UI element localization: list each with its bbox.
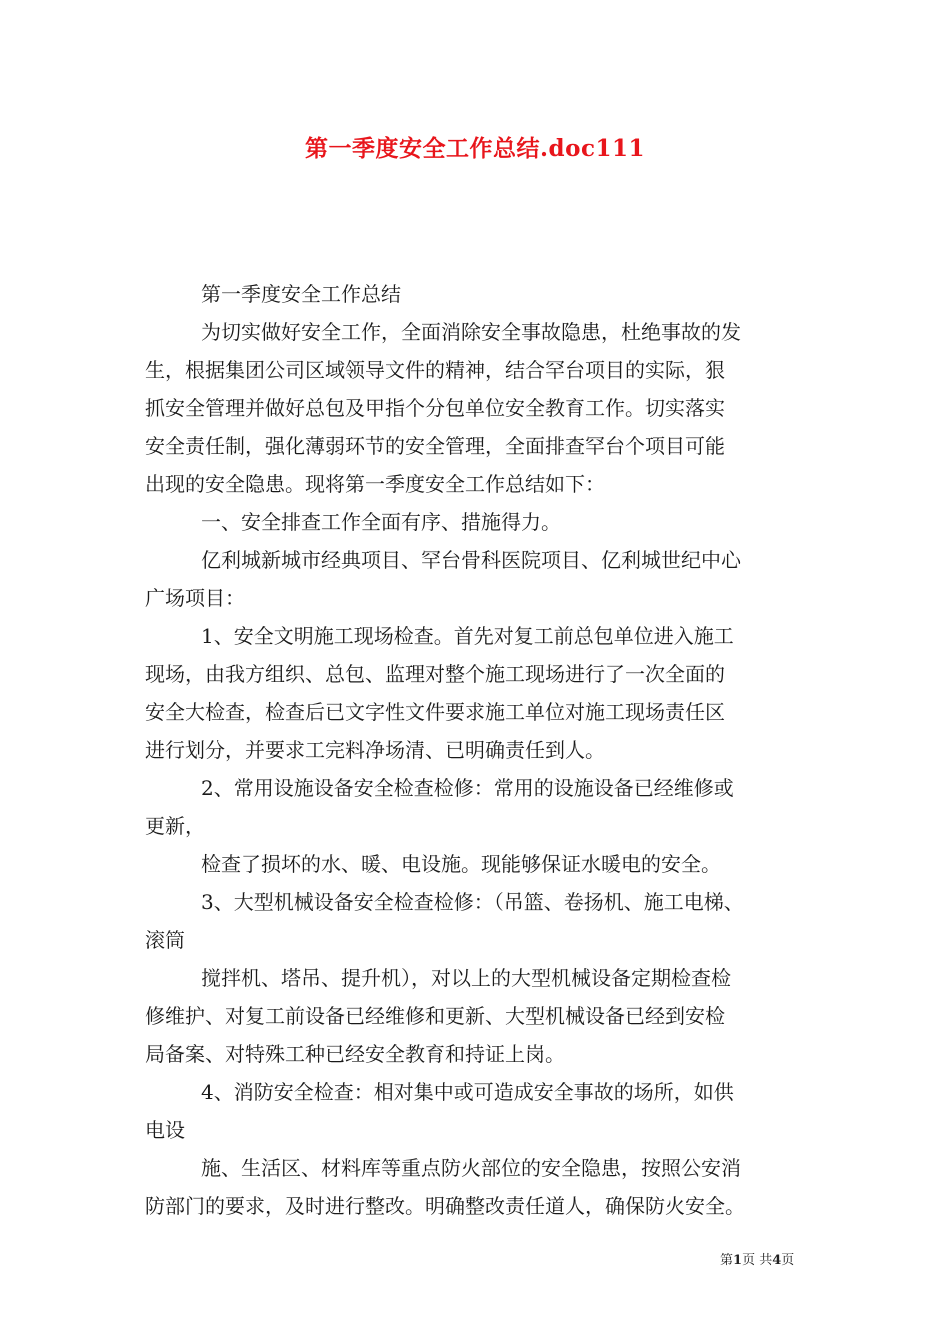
body-text-line: 为切实做好安全工作，全面消除安全事故隐患，杜绝事故的发 (201, 320, 741, 344)
body-text-line: 进行划分，并要求工完料净场清、已明确责任到人。 (145, 738, 605, 762)
body-text-line: 更新， (145, 814, 205, 838)
footer-suffix: 页 (781, 1253, 795, 1268)
body-text-line: 现场，由我方组织、总包、监理对整个施工现场进行了一次全面的 (145, 662, 725, 686)
body-text-line: 滚筒 (145, 928, 185, 952)
body-text-line: 局备案、对特殊工种已经安全教育和持证上岗。 (145, 1042, 565, 1066)
body-text-line: 施、生活区、材料库等重点防火部位的安全隐患，按照公安消 (201, 1156, 741, 1180)
total-page-count: 4 (772, 1253, 782, 1268)
body-text-line: 电设 (145, 1118, 185, 1142)
page-footer (720, 1249, 794, 1268)
document-body (145, 275, 815, 1225)
body-text-line: 2、常用设施设备安全检查检修：常用的设施设备已经维修或 (201, 776, 734, 800)
footer-prefix: 第 (720, 1253, 734, 1268)
body-text-line: 3、大型机械设备安全检查检修：（吊篮、卷扬机、施工电梯、 (201, 890, 744, 914)
document-title: 第一季度安全工作总结.doc111 (305, 135, 645, 162)
body-text-line: 安全大检查，检查后已文字性文件要求施工单位对施工现场责任区 (145, 700, 725, 724)
body-text-line: 防部门的要求，及时进行整改。明确整改责任道人，确保防火安全。 (145, 1194, 745, 1218)
body-text-line: 广场项目： (145, 586, 245, 610)
body-text-line: 亿利城新城市经典项目、罕台骨科医院项目、亿利城世纪中心 (201, 548, 741, 572)
current-page-number: 1 (733, 1253, 743, 1268)
body-text-line: 检查了损坏的水、暖、电设施。现能够保证水暖电的安全。 (201, 852, 721, 876)
body-text-line: 一、安全排查工作全面有序、措施得力。 (201, 510, 561, 534)
body-text-line: 第一季度安全工作总结 (201, 282, 401, 306)
body-text-line: 抓安全管理并做好总包及甲指个分包单位安全教育工作。切实落实 (145, 396, 725, 420)
footer-mid: 页 共 (742, 1253, 773, 1268)
body-text-line: 修维护、对复工前设备已经维修和更新、大型机械设备已经到安检 (145, 1004, 725, 1028)
body-text-line: 搅拌机、塔吊、提升机），对以上的大型机械设备定期检查检 (201, 966, 731, 990)
body-text-line: 1、安全文明施工现场检查。首先对复工前总包单位进入施工 (201, 624, 734, 648)
body-text-line: 安全责任制，强化薄弱环节的安全管理，全面排查罕台个项目可能 (145, 434, 725, 458)
body-text-line: 生，根据集团公司区域领导文件的精神，结合罕台项目的实际，狠 (145, 358, 725, 382)
body-text-line: 出现的安全隐患。现将第一季度安全工作总结如下： (145, 472, 605, 496)
body-text-line: 4、消防安全检查：相对集中或可造成安全事故的场所，如供 (201, 1080, 734, 1104)
